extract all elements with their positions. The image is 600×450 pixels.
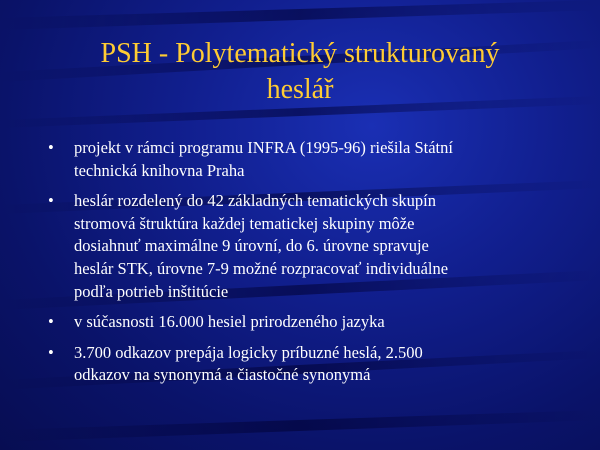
bullet-2-line-4: heslár STK, úrovne 7-9 možné rozpracovať individuálne: [74, 258, 449, 278]
slide-title: [30, 36, 570, 108]
bullet-item-4: [48, 342, 568, 387]
slide-title-line-1: PSH - Polytematický strukturovaný: [100, 38, 500, 69]
bullet-icon: •: [48, 342, 54, 362]
bullet-2-line-5: podľa potrieb inštitúcie: [74, 281, 229, 301]
bullet-2-line-1: heslár rozdelený do 42 základných tematických skupín: [74, 191, 436, 211]
bullet-3-line-1: v súčasnosti 16.000 hesiel prirodzeného jazyka: [74, 312, 385, 332]
bullet-icon: •: [48, 312, 54, 332]
bullet-2-line-3: dosiahnuť maximálne 9 úrovní, do 6. úrovne spravuje: [74, 236, 429, 256]
bullet-list: [48, 137, 568, 395]
bullet-1-line-1: projekt v rámci programu INFRA (1995-96) riešila Státní: [74, 138, 453, 157]
bullet-icon: •: [48, 191, 54, 211]
bullet-1-line-2: technická knihovna Praha: [74, 160, 245, 180]
bullet-4-line-1: 3.700 odkazov prepája logicky príbuzné heslá, 2.500: [74, 342, 423, 362]
bullet-item-3: [48, 311, 568, 334]
slide-title-line-2: heslář: [266, 74, 334, 105]
bullet-item-1: [48, 137, 568, 182]
bullet-4-line-2: odkazov na synonymá a čiastočné synonymá: [74, 365, 371, 385]
bullet-item-2: [48, 190, 568, 303]
bullet-icon: •: [48, 138, 54, 157]
bullet-2-line-2: stromová štruktúra každej tematickej skupiny môže: [74, 213, 415, 233]
